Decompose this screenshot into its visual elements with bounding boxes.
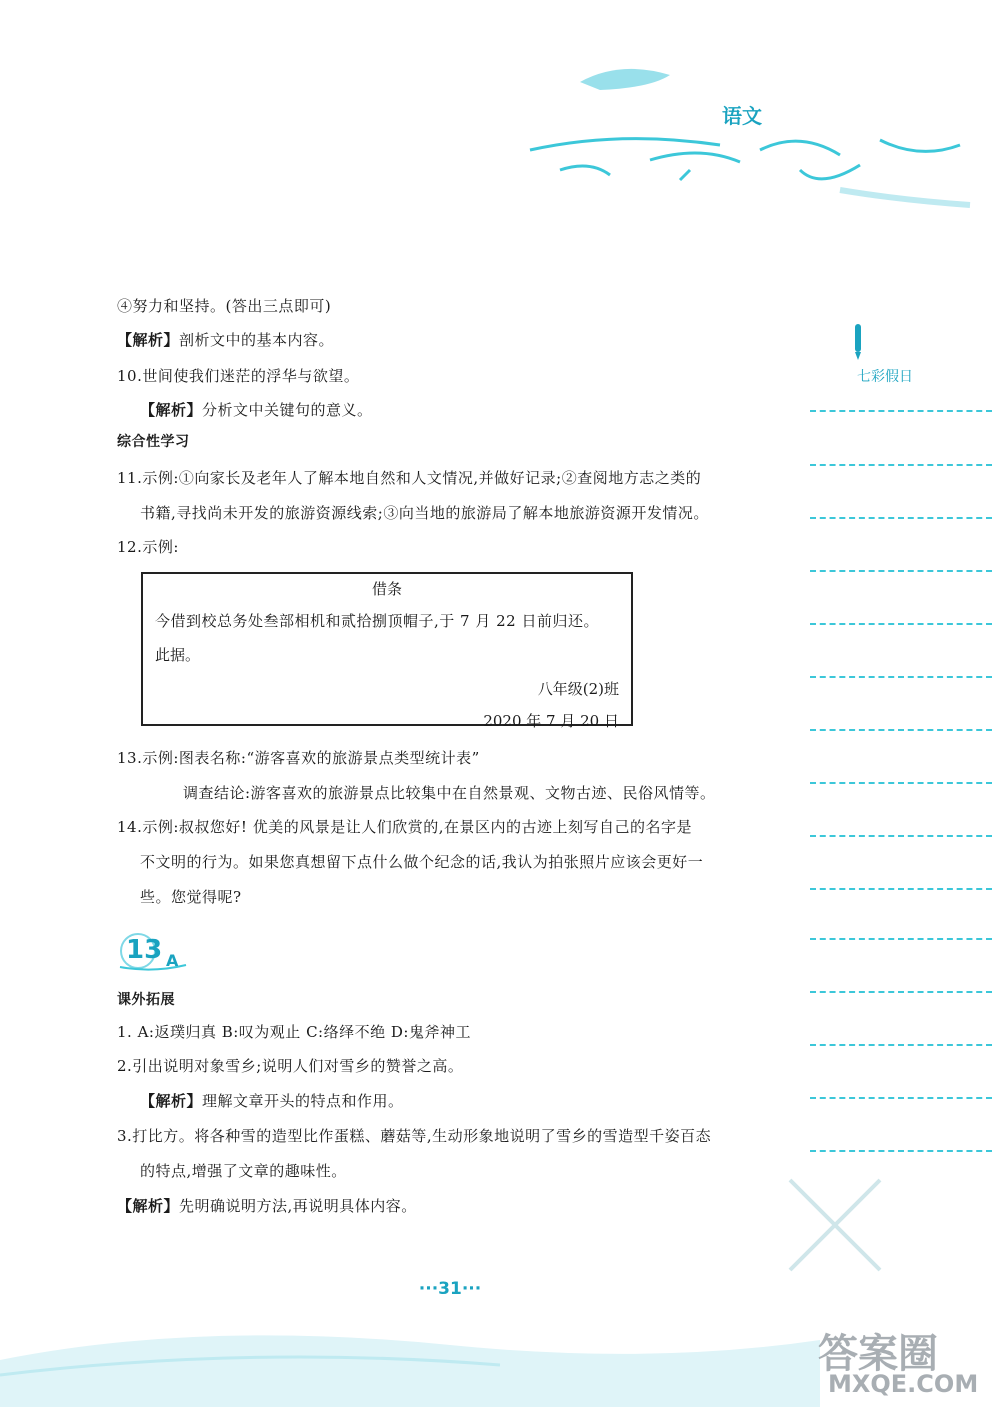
answer-line: 13.示例:图表名称:“游客喜欢的旅游景点类型统计表”	[117, 749, 480, 767]
section-heading: 课外拓展	[117, 992, 175, 1008]
note-body: 今借到校总务处叁部相机和贰拾捌顶帽子,于 7 月 22 日前归还。	[155, 612, 599, 630]
note-line	[810, 1044, 992, 1046]
section-badge	[118, 931, 188, 971]
note-line	[810, 410, 992, 412]
note-line	[810, 782, 992, 784]
answer-line: ④努力和坚持。(答出三点即可)	[117, 297, 332, 315]
answer-line: 不文明的行为。如果您真想留下点什么做个纪念的话,我认为拍张照片应该会更好一	[140, 853, 704, 871]
analysis-line	[140, 400, 373, 420]
subject-title: 语文	[722, 104, 762, 128]
analysis-tag: 【解析】	[140, 401, 203, 419]
note-line	[810, 464, 992, 466]
analysis-line	[117, 330, 334, 350]
analysis-text: 理解文章开头的特点和作用。	[202, 1092, 404, 1110]
analysis-text: 剖析文中的基本内容。	[179, 331, 335, 349]
watermark-url: MXQE.COM	[828, 1370, 979, 1398]
page-number: ···31···	[418, 1279, 482, 1299]
note-line	[810, 1097, 992, 1099]
answer-line: 2.引出说明对象雪乡;说明人们对雪乡的赞誉之高。	[117, 1057, 464, 1075]
answer-line: 10.世间使我们迷茫的浮华与欲望。	[117, 367, 360, 385]
section-number: 13	[126, 935, 163, 965]
note-line	[810, 729, 992, 731]
note-line	[810, 991, 992, 993]
note-line	[810, 888, 992, 890]
answer-line: 12.示例:	[117, 538, 179, 556]
note-line	[810, 623, 992, 625]
section-letter: A	[166, 951, 179, 970]
analysis-tag: 【解析】	[140, 1092, 203, 1110]
analysis-line	[117, 1196, 417, 1216]
answer-line: 11.示例:①向家长及老年人了解本地自然和人文情况,并做好记录;②查阅地方志之类的	[117, 469, 702, 487]
note-line	[810, 1150, 992, 1152]
header-decoration	[500, 50, 980, 220]
answer-line: 3.打比方。将各种雪的造型比作蛋糕、蘑菇等,生动形象地说明了雪乡的雪造型千姿百态	[117, 1127, 712, 1145]
answer-line: 些。您觉得呢?	[140, 888, 242, 906]
pen-icon	[848, 322, 868, 362]
iou-note	[141, 572, 633, 730]
answer-line: 书籍,寻找尚未开发的旅游资源线索;③向当地的旅游局了解本地旅游资源开发情况。	[140, 504, 709, 522]
answer-line: 1. A:返璞归真 B:叹为观止 C:络绎不绝 D:鬼斧神工	[117, 1023, 471, 1041]
sidebar-label: 七彩假日	[857, 369, 913, 385]
note-closing: 此据。	[155, 646, 201, 664]
note-line	[810, 570, 992, 572]
section-heading: 综合性学习	[117, 434, 190, 450]
watermark-logo: 答案圈	[818, 1331, 938, 1377]
note-line	[810, 517, 992, 519]
answer-line: 调查结论:游客喜欢的旅游景点比较集中在自然景观、文物古迹、民俗风情等。	[183, 784, 716, 802]
analysis-tag: 【解析】	[117, 331, 180, 349]
windmill-decoration	[780, 1170, 890, 1280]
analysis-tag: 【解析】	[117, 1197, 180, 1215]
note-signature: 八年级(2)班	[537, 680, 619, 698]
answer-line: 的特点,增强了文章的趣味性。	[140, 1162, 347, 1180]
analysis-line	[140, 1091, 404, 1111]
analysis-text: 先明确说明方法,再说明具体内容。	[179, 1197, 417, 1215]
note-date: 2020 年 7 月 20 日	[483, 712, 619, 730]
note-title: 借条	[371, 580, 402, 598]
note-line	[810, 938, 992, 940]
analysis-text: 分析文中关键句的意义。	[202, 401, 373, 419]
answer-line: 14.示例:叔叔您好! 优美的风景是让人们欣赏的,在景区内的古迹上刻写自己的名字是	[117, 818, 692, 836]
note-line	[810, 676, 992, 678]
note-line	[810, 835, 992, 837]
